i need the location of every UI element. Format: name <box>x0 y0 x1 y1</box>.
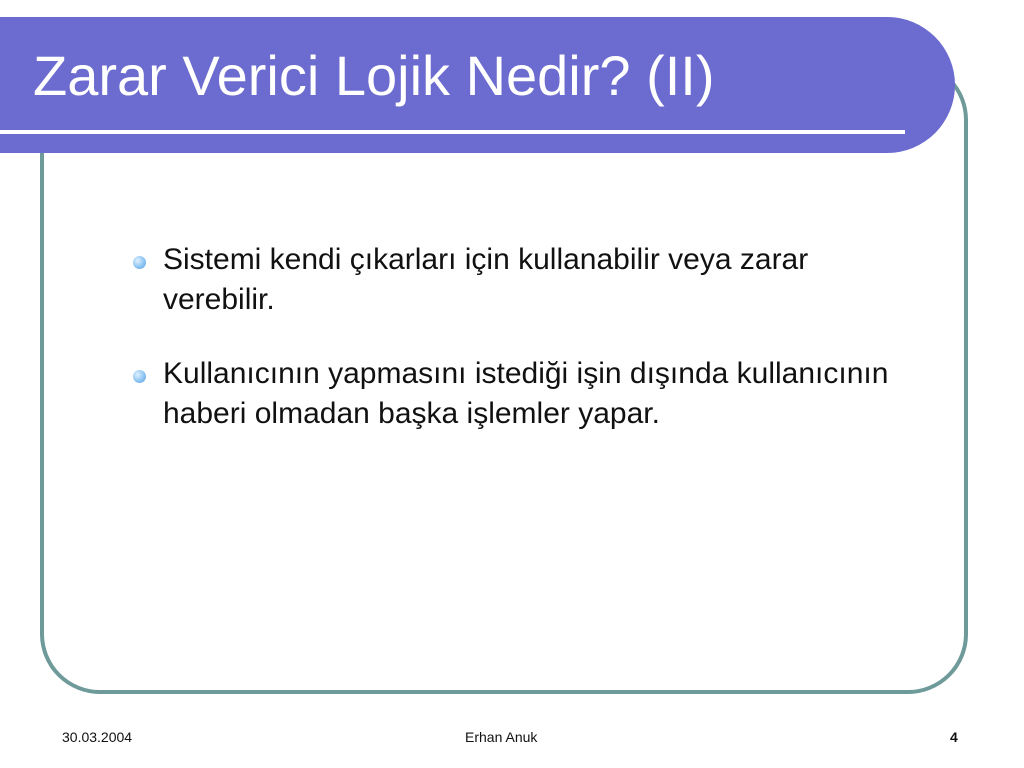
title-underline <box>0 130 905 134</box>
bullet-dot-icon <box>133 370 146 383</box>
bullet-text: Kullanıcının yapmasını istediği işin dışında kullanıcının haberi olmadan başka işlemler yapar. <box>163 357 889 430</box>
bullet-item <box>130 354 890 434</box>
footer-page-number: 4 <box>950 729 958 745</box>
footer-date: 30.03.2004 <box>62 729 133 745</box>
bullet-item <box>130 240 890 320</box>
bullet-dot-icon <box>133 256 146 269</box>
bullet-text: Sistemi kendi çıkarları için kullanabilir veya zarar verebilir. <box>163 243 809 316</box>
footer-author: Erhan Anuk <box>465 729 538 745</box>
bullet-list <box>130 240 890 468</box>
slide-title: Zarar Verici Lojik Nedir? (II) <box>33 44 715 107</box>
